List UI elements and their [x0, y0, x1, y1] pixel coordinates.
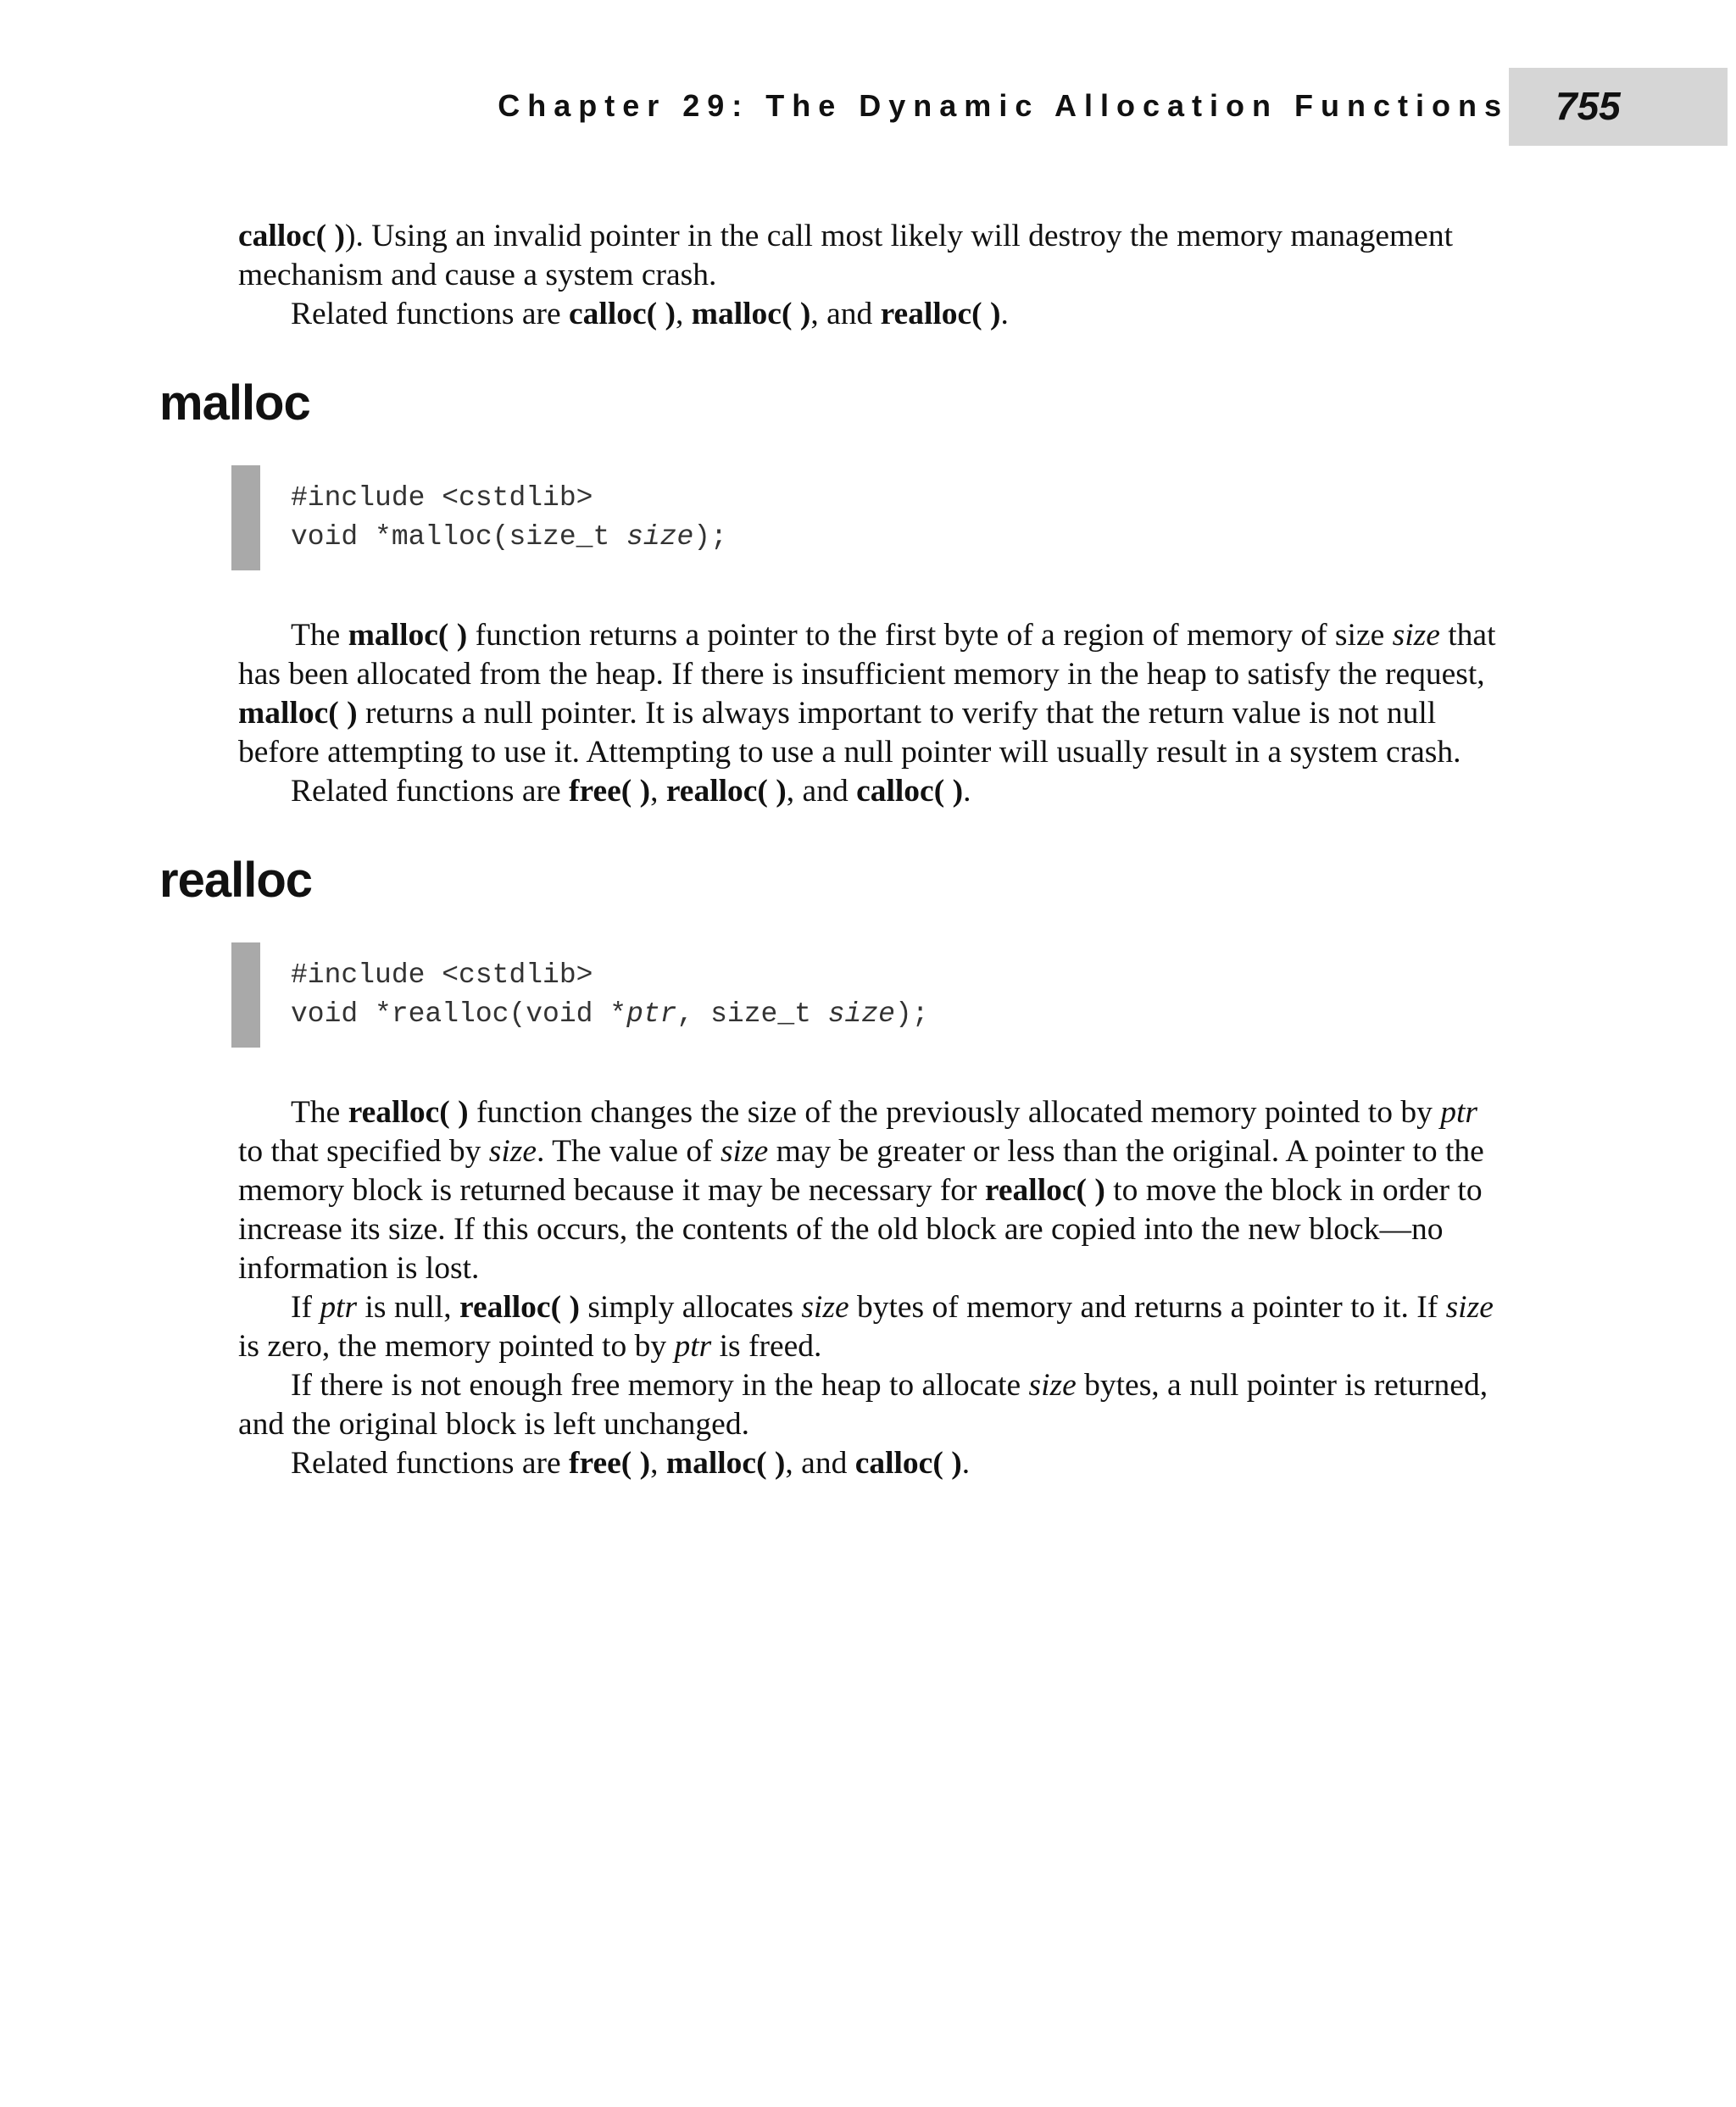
code-line: void *realloc(void *ptr, size_t size); — [291, 998, 929, 1030]
code-bar — [231, 465, 260, 570]
malloc-description: The malloc( ) function returns a pointer to the first byte of a region of memory of size size that has been allocated from the heap. If there is insufficient memory in the heap to satisfy the request, malloc( ) returns a null pointer. It is always important to verify that the return value is not null before attempting to use it. Attempting to use a null pointer will usually result in a system crash. — [238, 618, 1496, 770]
function-ref: realloc( ) — [880, 297, 1001, 331]
related-functions: Related functions are free( ), malloc( ), and calloc( ). — [291, 1446, 971, 1481]
function-ref: realloc( ) — [459, 1290, 580, 1325]
related-functions: Related functions are free( ), realloc( ), and calloc( ). — [291, 774, 971, 809]
function-ref: free( ) — [569, 774, 651, 809]
page-number-tab — [1509, 68, 1728, 146]
function-ref: malloc( ) — [665, 1446, 786, 1481]
realloc-failure-behavior: If there is not enough free memory in the heap to allocate size bytes, a null pointer is returned, and the original block is left unchanged. — [238, 1368, 1488, 1442]
code-block-malloc — [238, 465, 1510, 570]
continued-paragraph: calloc( )). Using an invalid pointer in the call most likely will destroy the memory management mechanism and cause a system crash. — [238, 219, 1453, 292]
function-ref: calloc( ) — [854, 1446, 962, 1481]
function-ref: realloc( ) — [348, 1095, 469, 1130]
code-line: void *malloc(size_t size); — [291, 521, 727, 553]
function-ref: calloc( ) — [856, 774, 964, 809]
realloc-null-behavior: If ptr is null, realloc( ) simply allocates size bytes of memory and returns a pointer to it. If size is zero, the memory pointed to by ptr is freed. — [238, 1290, 1494, 1364]
section-heading-malloc: malloc — [159, 375, 310, 431]
function-ref: malloc( ) — [238, 696, 358, 731]
page-number: 755 — [1555, 84, 1621, 128]
code-bar — [231, 942, 260, 1048]
function-ref: free( ) — [569, 1446, 651, 1481]
code-line: #include <cstdlib> — [291, 482, 593, 514]
related-functions: Related functions are calloc( ), malloc( ), and realloc( ). — [291, 297, 1009, 331]
function-ref: calloc( ) — [569, 297, 676, 331]
function-ref: realloc( ) — [984, 1173, 1105, 1208]
function-ref: realloc( ) — [665, 774, 787, 809]
section-heading-realloc: realloc — [159, 853, 312, 908]
realloc-description: The realloc( ) function changes the size of the previously allocated memory pointed to by ptr to that specified by size. The value of size may be greater or less than the original. A pointer to the memory block is returned because it may be necessary for realloc( ) to move the block in order to increase its size. If this occurs, the contents of the old block are copied into the new block—no information is lost. — [238, 1095, 1484, 1286]
code-block-realloc — [238, 942, 1510, 1048]
page-body — [159, 217, 1510, 1483]
function-ref: malloc( ) — [348, 618, 468, 653]
running-head — [0, 68, 1736, 146]
function-ref: calloc( ) — [238, 219, 345, 253]
code-line: #include <cstdlib> — [291, 959, 593, 991]
function-ref: malloc( ) — [691, 297, 811, 331]
chapter-title: Chapter 29: The Dynamic Allocation Functions — [498, 88, 1509, 123]
